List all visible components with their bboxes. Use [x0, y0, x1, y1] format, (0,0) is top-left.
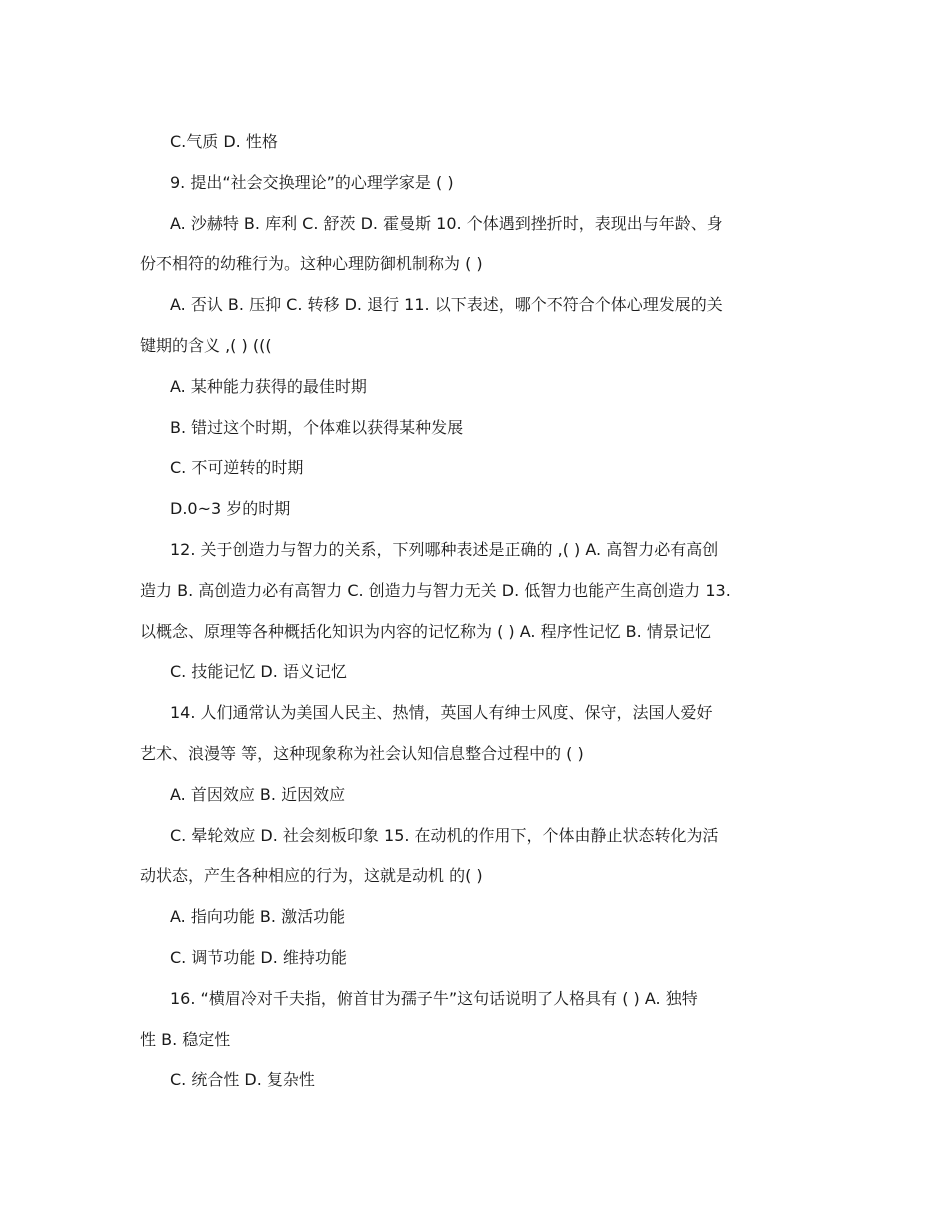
text-line: 键期的含义 ,( ) (((	[140, 335, 272, 355]
text-line: C.气质 D. 性格	[170, 132, 278, 151]
document-body	[140, 122, 820, 1101]
text-line: C. 技能记忆 D. 语义记忆	[170, 662, 347, 682]
text-line: 造力 B. 高创造力必有高智力 C. 创造力与智力无关 D. 低智力也能产生高创造力 13.	[140, 580, 731, 600]
text-line: 艺术、浪漫等 等，这种现象称为社会认知信息整合过程中的 ( )	[140, 743, 584, 763]
text-line: A. 首因效应 B. 近因效应	[170, 784, 346, 804]
text-line: A. 否认 B. 压抑 C. 转移 D. 退行 11. 以下表述，哪个不符合个体心理发展的关	[170, 295, 723, 315]
text-line: 12. 关于创造力与智力的关系，下列哪种表述是正确的 ,( ) A. 高智力必有高创	[170, 539, 719, 559]
text-line: 16. “横眉冷对千夫指，俯首甘为孺子牛”这句话说明了人格具有 ( ) A. 独特	[170, 988, 698, 1008]
text-line: 以概念、原理等各种概括化知识为内容的记忆称为 ( ) A. 程序性记忆 B. 情景记忆	[140, 621, 711, 641]
text-line: 14. 人们通常认为美国人民主、热情，英国人有绅士风度、保守，法国人爱好	[170, 703, 713, 723]
text-line: D.0~3 岁的时期	[170, 499, 291, 519]
text-line: C. 不可逆转的时期	[170, 458, 304, 478]
text-line: 份不相符的幼稚行为。这种心理防御机制称为 ( )	[140, 254, 483, 274]
text-line: 性 B. 稳定性	[140, 1029, 231, 1049]
text-line: A. 指向功能 B. 激活功能	[170, 907, 346, 927]
text-line: A. 某种能力获得的最佳时期	[170, 376, 367, 396]
text-line: C. 晕轮效应 D. 社会刻板印象 15. 在动机的作用下，个体由静止状态转化为活	[170, 825, 719, 845]
text-line: C. 调节功能 D. 维持功能	[170, 947, 347, 967]
text-line: A. 沙赫特 B. 库利 C. 舒茨 D. 霍曼斯 10. 个体遇到挫折时，表现出与年龄、身	[170, 213, 723, 233]
text-line: C. 统合性 D. 复杂性	[170, 1070, 315, 1090]
text-line: B. 错过这个时期，个体难以获得某种发展	[170, 417, 464, 437]
text-line: 9. 提出“社会交换理论”的心理学家是 ( )	[170, 172, 454, 192]
text-line: 动状态，产生各种相应的行为，这就是动机 的( )	[140, 866, 483, 886]
